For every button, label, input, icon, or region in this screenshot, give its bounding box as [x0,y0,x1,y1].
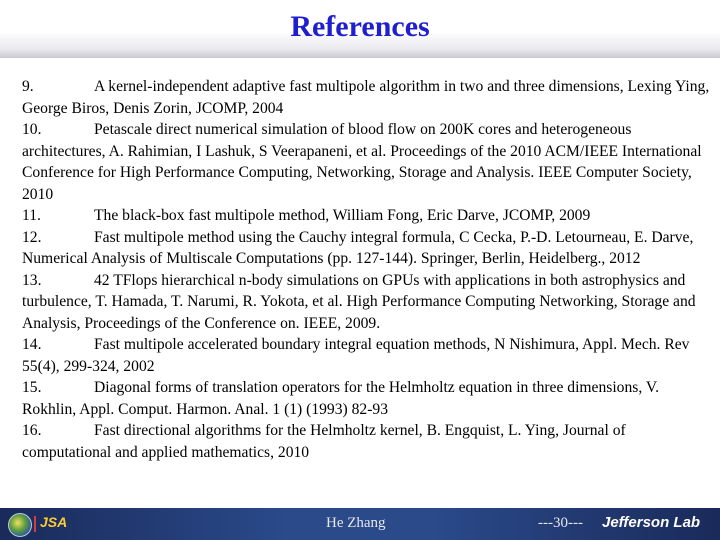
reference-list [22,76,712,463]
footer-author: He Zhang [326,515,386,531]
reference-text: Diagonal forms of translation operators for the Helmholtz equation in three dimensions, V. Rokhlin, Appl. Comput. Harmon. Anal. 1 (1) (1993) 82-93 [22,379,660,418]
reference-text: Fast multipole accelerated boundary integral equation methods, N Nishimura, Appl. Mech. Rev 55(4), 299-324, 2002 [22,336,690,375]
reference-number: 15. [22,379,42,396]
reference-text: Fast directional algorithms for the Helmholtz kernel, B. Engquist, L. Ying, Journal of computational and applied mathematics, 2010 [22,422,626,461]
jefferson-lab-logo: Jefferson Lab [602,514,701,531]
reference-item [22,334,712,377]
reference-item [22,377,712,420]
title-bar [0,0,720,58]
reference-number: 9. [22,78,34,95]
page-title: References [290,10,430,43]
reference-text: 42 TFlops hierarchical n-body simulations on GPUs with applications in both astrophysics and turbulence, T. Hamada, T. Narumi, R. Yokota, et al. High Performance Computing Networking, Storage and Analysis, Proceedings of the Conference on. IEEE, 2009. [22,271,696,332]
reference-number: 11. [22,207,41,224]
reference-item [22,205,712,227]
page-number: ---30--- [538,515,583,531]
doe-seal-icon [8,513,32,537]
reference-item [22,119,712,205]
reference-text: Fast multipole method using the Cauchy integral formula, C Cecka, P.-D. Letourneau, E. Darve, Numerical Analysis of Multiscale Computations (pp. 127-144). Springer, Berlin, Heidelberg., 2012 [22,228,694,267]
jsa-logo: JSA [40,514,68,530]
reference-number: 12. [22,228,42,246]
reference-text: The black-box fast multipole method, William Fong, Eric Darve, JCOMP, 2009 [94,207,591,224]
reference-text: Petascale direct numerical simulation of blood flow on 200K cores and heterogeneous architectures, A. Rahimian, I Lashuk, S Veerapaneni, et al. Proceedings of the 2010 ACM/IEEE International Conference for High Performance Computing, Networking, Storage and Analysis. IEEE Computer Society, 2010 [22,121,702,203]
reference-item [22,420,712,463]
reference-item [22,227,712,270]
reference-item [22,270,712,335]
reference-number: 14. [22,336,42,353]
reference-item [22,76,712,119]
reference-number: 10. [22,121,42,138]
reference-text: A kernel-independent adaptive fast multipole algorithm in two and three dimensions, Lexing Ying, George Biros, Denis Zorin, JCOMP, 2004 [22,78,710,117]
reference-number: 16. [22,422,42,439]
reference-number: 13. [22,271,42,289]
footer-bar [0,508,720,540]
